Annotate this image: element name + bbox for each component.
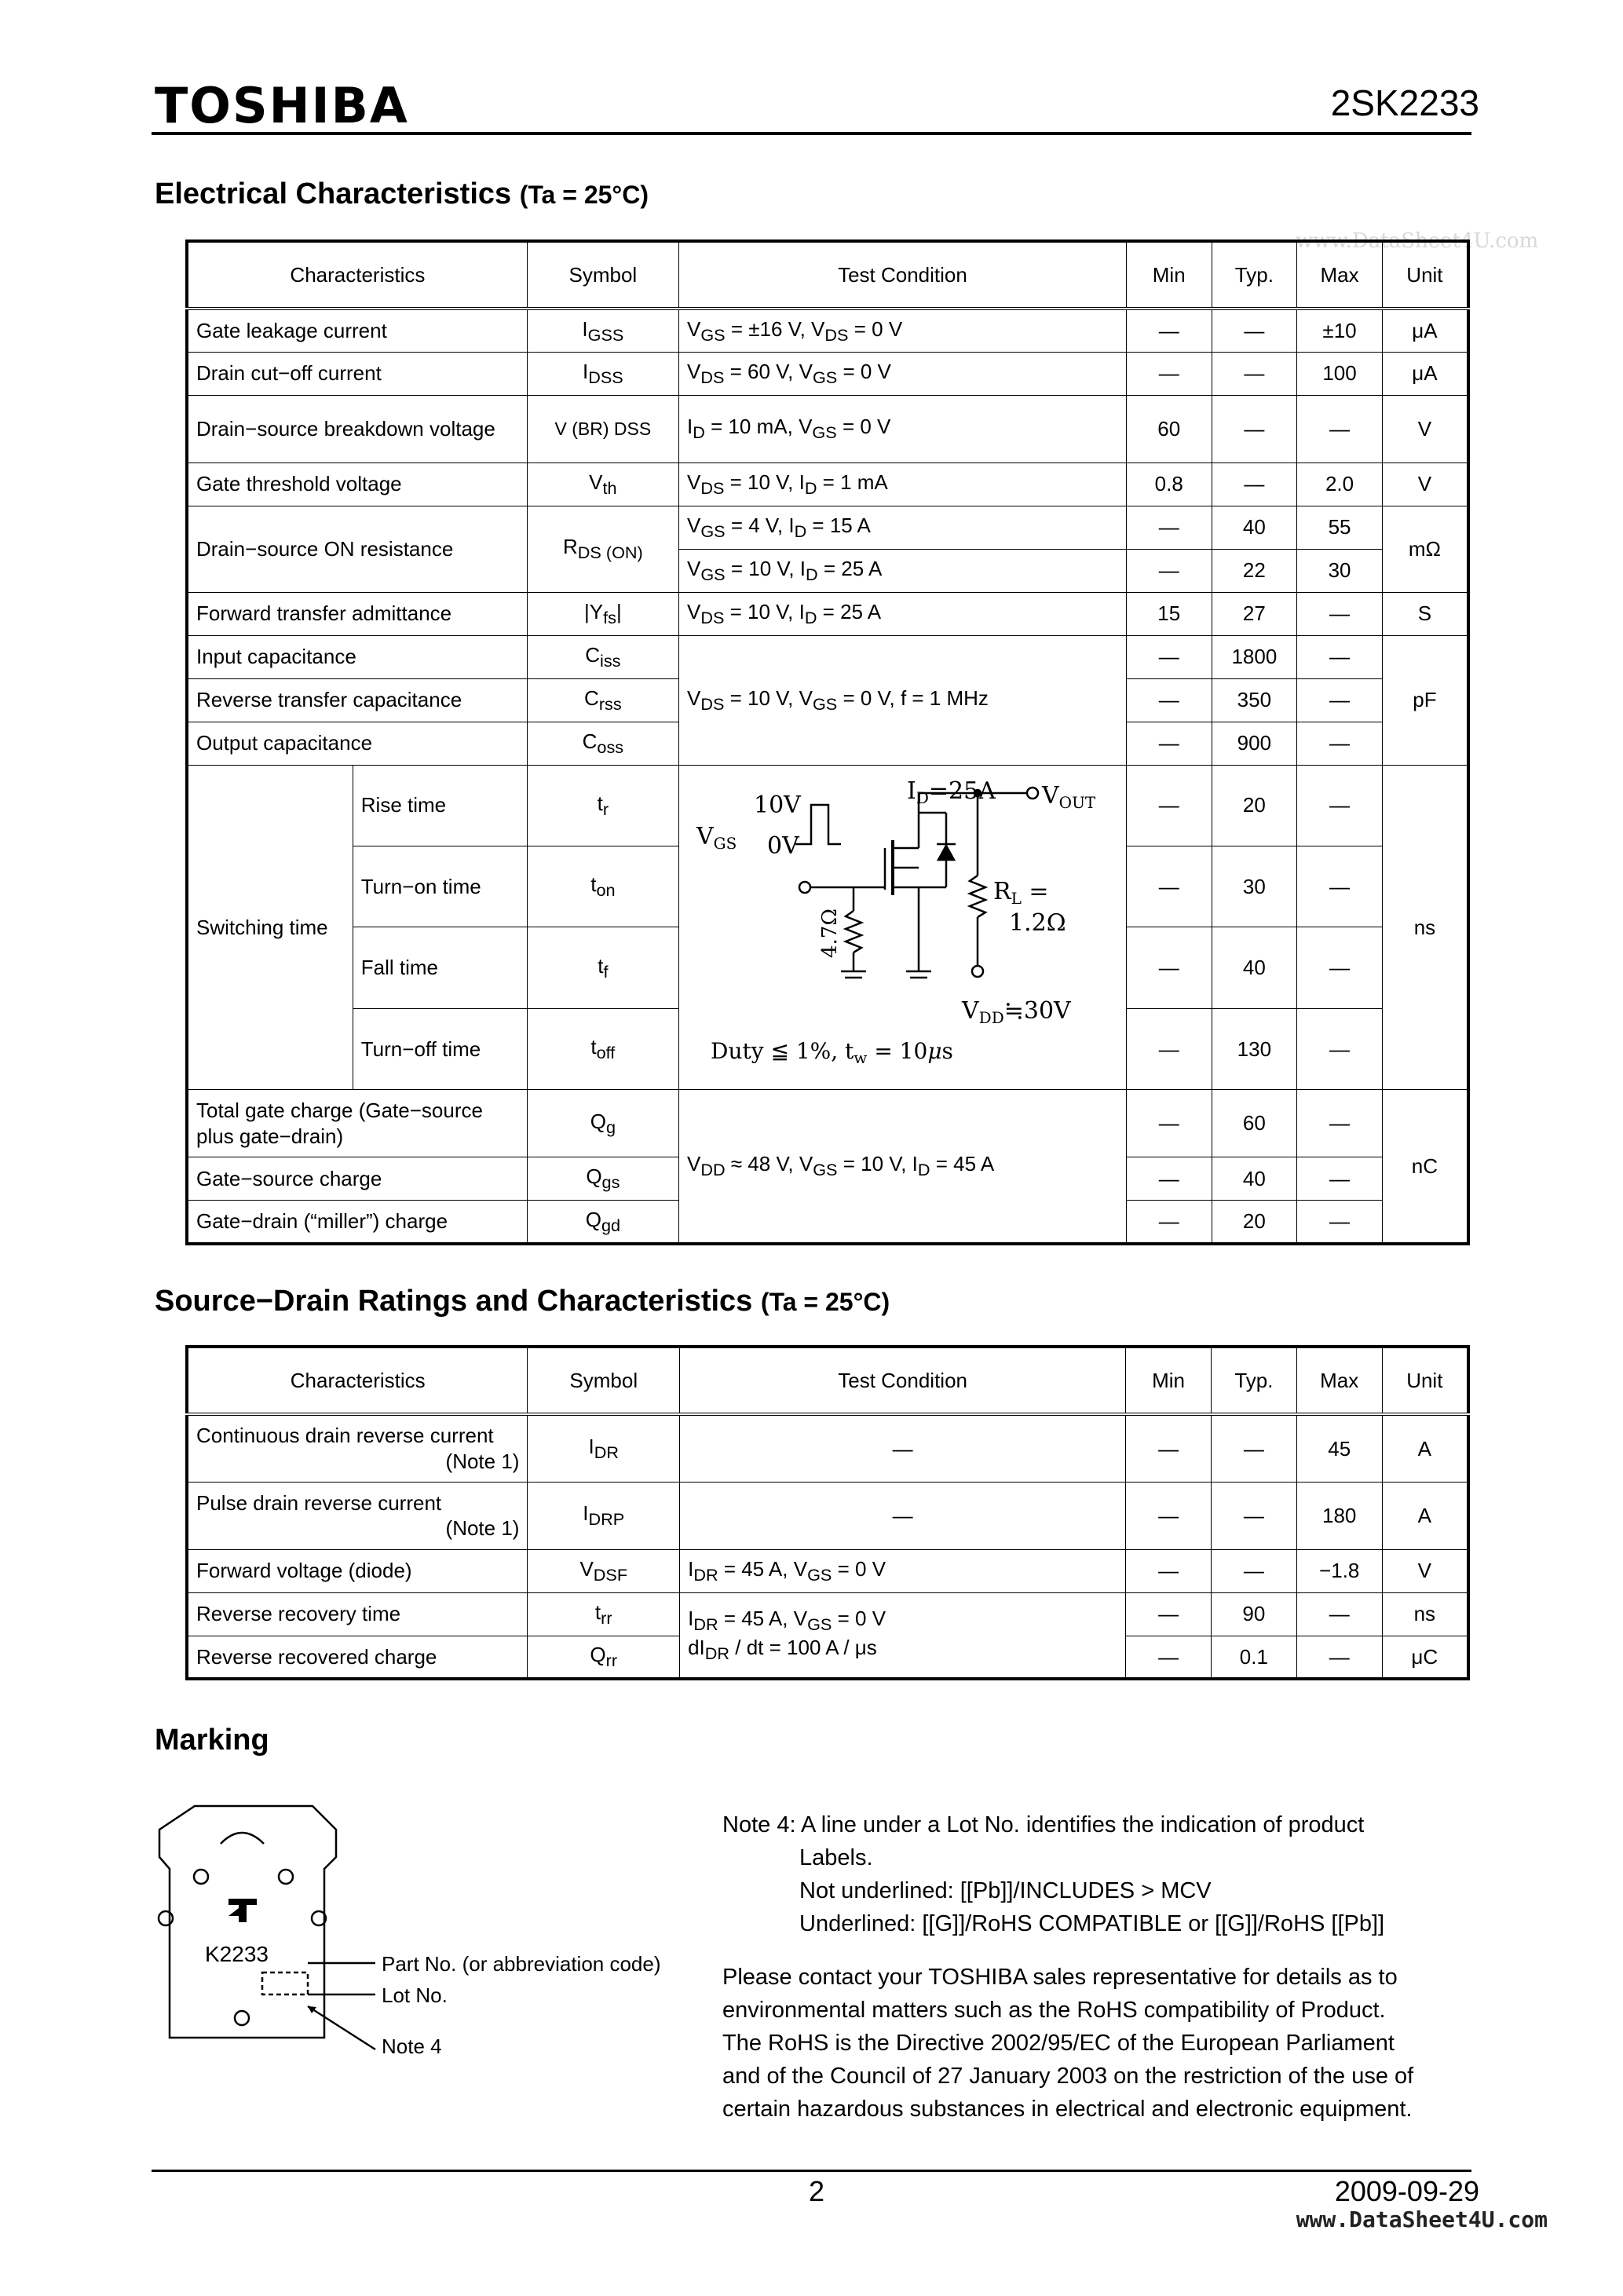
lot-no-label: Lot No. [382, 1983, 448, 2007]
rl-label: $R_L$ = [992, 877, 1049, 908]
typ-cell: 130 [1212, 1008, 1297, 1089]
vout-terminal [1027, 788, 1038, 799]
symbol-cell: $I_{GSS}$ [527, 309, 678, 352]
max-cell: — [1297, 635, 1383, 678]
table-row [187, 635, 1468, 678]
max-cell: — [1296, 1592, 1382, 1636]
symbol-cell: $Q_{gs}$ [527, 1157, 678, 1201]
min-cell: 0.8 [1126, 462, 1212, 506]
switching-group-cell: Switching time [187, 765, 353, 1090]
char-cell: Gate−source charge [187, 1157, 527, 1201]
note4-line: Note 4: A line under a Lot No. identifies the indication of product [722, 1812, 1365, 1837]
min-cell: 15 [1126, 592, 1212, 635]
max-cell: 180 [1296, 1482, 1382, 1549]
hdr-symbol: Symbol [528, 1347, 680, 1414]
electrical-title [155, 177, 649, 211]
table-row [187, 1414, 1468, 1482]
body-diode [938, 846, 954, 860]
symbol-cell: $R_{DS (ON)}$ [527, 506, 678, 592]
test-cell: $V_{DD} \approx 48$ V, $V_{GS} = 10$ V, $I_D = 45$ A [678, 1090, 1126, 1244]
unit-cell: nC [1382, 1090, 1468, 1244]
note4-line: Labels. [799, 1845, 873, 1870]
test-cell: $V_{DS} = 10$ V, $I_D = 25$ A [678, 592, 1126, 635]
min-cell: — [1126, 549, 1212, 592]
min-cell: — [1126, 1549, 1212, 1592]
max-cell: — [1296, 1636, 1382, 1679]
char-cell: Reverse recovery time [187, 1592, 528, 1636]
symbol-cell: $t_{off}$ [527, 1008, 678, 1089]
unit-cell: ns [1382, 1592, 1468, 1636]
char-cell: Drain−source breakdown voltage [187, 395, 527, 462]
min-cell: — [1126, 1414, 1212, 1482]
note4-leader [308, 2006, 375, 2049]
min-cell: — [1126, 1157, 1212, 1201]
char-cell: Input capacitance [187, 635, 527, 678]
hdr-char: Characteristics [187, 241, 527, 309]
hdr-test: Test Condition [680, 1347, 1126, 1414]
hdr-unit: Unit [1382, 1347, 1468, 1414]
typ-cell: — [1212, 395, 1297, 462]
min-cell: — [1126, 1482, 1212, 1549]
min-cell: — [1126, 765, 1212, 846]
table-row [187, 462, 1468, 506]
symbol-cell: V (BR) DSS [527, 395, 678, 462]
typ-cell: — [1211, 1482, 1296, 1549]
min-cell: 60 [1126, 395, 1212, 462]
min-cell: — [1126, 1592, 1212, 1636]
mounting-hole [279, 1870, 293, 1884]
min-cell: — [1126, 722, 1212, 765]
min-cell: — [1126, 1090, 1212, 1157]
symbol-cell: $C_{rss}$ [527, 678, 678, 722]
test-cell: — [680, 1482, 1126, 1549]
switching-circuit-cell [678, 765, 1126, 1090]
min-cell: — [1126, 1201, 1212, 1244]
symbol-cell: $I_{DRP}$ [528, 1482, 680, 1549]
max-cell: ±10 [1297, 309, 1383, 352]
unit-cell: A [1382, 1414, 1468, 1482]
char-cell: Turn−on time [353, 846, 527, 927]
max-cell: — [1297, 765, 1383, 846]
min-cell: — [1126, 309, 1212, 352]
hdr-min: Min [1126, 1347, 1212, 1414]
hdr-unit: Unit [1382, 241, 1468, 309]
electrical-table [185, 239, 1470, 1245]
table-row [187, 1592, 1468, 1636]
unit-cell: μA [1382, 352, 1468, 395]
typ-cell: 60 [1212, 1090, 1297, 1157]
watermark-bottom: www.DataSheet4U.com [1296, 2206, 1548, 2232]
symbol-cell: $V_{DSF}$ [528, 1549, 680, 1592]
gate-terminal [799, 882, 810, 893]
mounting-hole [194, 1870, 208, 1884]
char-cell: Reverse recovered charge [187, 1636, 528, 1679]
char-cell: Continuous drain reverse current (Note 1) [187, 1414, 528, 1482]
max-cell: — [1297, 592, 1383, 635]
note4-line: Not underlined: [[Pb]]/INCLUDES > MCV [799, 1878, 1212, 1903]
typ-cell: 900 [1212, 722, 1297, 765]
char-cell: Fall time [353, 927, 527, 1008]
symbol-cell: $I_{DR}$ [528, 1414, 680, 1482]
max-cell: — [1297, 1090, 1383, 1157]
gate-pulse [795, 805, 841, 844]
gate-resistor [846, 911, 861, 952]
table-row [187, 395, 1468, 462]
note4-line: Underlined: [[G]]/RoHS COMPATIBLE or [[G]]/RoHS [[Pb]] [799, 1911, 1385, 1936]
v0-label: 0V [766, 832, 799, 860]
paragraph-line: environmental matters such as the RoHS compatibility of Product. [722, 1998, 1386, 2023]
min-cell: — [1126, 352, 1212, 395]
id-label: $I_D=25A$ [906, 777, 996, 807]
note4-label: Note 4 [382, 2035, 442, 2058]
char-cell: Gate threshold voltage [187, 462, 527, 506]
part-number: 2SK2233 [1330, 82, 1479, 123]
unit-cell: V [1382, 395, 1468, 462]
unit-cell: pF [1382, 635, 1468, 765]
toshiba-logo: TOSHIBA [155, 77, 409, 134]
char-cell: Output capacitance [187, 722, 527, 765]
min-cell: — [1126, 635, 1212, 678]
typ-cell: 20 [1212, 1201, 1297, 1244]
max-cell: 45 [1296, 1414, 1382, 1482]
hdr-symbol: Symbol [527, 241, 678, 309]
hdr-min: Min [1126, 241, 1212, 309]
unit-cell: V [1382, 1549, 1468, 1592]
marking-title: Marking [155, 1724, 269, 1757]
test-cell: $V_{DS} = 10$ V, $I_D = 1$ mA [678, 462, 1126, 506]
char-cell: Forward voltage (diode) [187, 1549, 528, 1592]
max-cell: — [1297, 846, 1383, 927]
typ-cell: — [1211, 1414, 1296, 1482]
vdd-label: $V_{DD}≒30V$ [961, 996, 1071, 1027]
rg-label: 4.7Ω [817, 908, 842, 958]
table-row [187, 352, 1468, 395]
table-row [187, 1482, 1468, 1549]
min-cell: — [1126, 678, 1212, 722]
min-cell: — [1126, 1008, 1212, 1089]
vdd-terminal [972, 966, 983, 977]
max-cell: 100 [1297, 352, 1383, 395]
typ-cell: — [1212, 352, 1297, 395]
max-cell: — [1297, 678, 1383, 722]
mounting-hole [235, 2011, 249, 2025]
unit-cell: S [1382, 592, 1468, 635]
char-cell: Total gate charge (Gate−source plus gate−drain) [187, 1090, 527, 1157]
mounting-hole [159, 1911, 173, 1925]
symbol-cell: $t_r$ [527, 765, 678, 846]
table-row [187, 506, 1468, 549]
hdr-max: Max [1297, 241, 1383, 309]
unit-cell: μC [1382, 1636, 1468, 1679]
symbol-cell: $I_{DSS}$ [527, 352, 678, 395]
note4-text [722, 1808, 1384, 1940]
typ-cell: 1800 [1212, 635, 1297, 678]
table-row [187, 592, 1468, 635]
paragraph-line: and of the Council of 27 January 2003 on the restriction of the use of [722, 2064, 1414, 2089]
hdr-typ: Typ. [1212, 241, 1297, 309]
test-cell: $V_{DS} = 60$ V, $V_{GS} = 0$ V [678, 352, 1126, 395]
typ-cell: — [1212, 462, 1297, 506]
symbol-cell: $C_{oss}$ [527, 722, 678, 765]
part-no-label: Part No. (or abbreviation code) [382, 1952, 661, 1976]
symbol-cell: $|Y_{fs}|$ [527, 592, 678, 635]
watermark-top: www.DataSheet4U.com [1296, 229, 1539, 253]
typ-cell: 30 [1212, 846, 1297, 927]
v10-label: 10V [753, 791, 801, 819]
max-cell: — [1297, 1157, 1383, 1201]
char-cell: Rise time [353, 765, 527, 846]
test-cell: $I_D = 10$ mA, $V_{GS} = 0$ V [678, 395, 1126, 462]
rohs-paragraph [722, 1961, 1413, 2126]
char-cell: Gate−drain (“miller”) charge [187, 1201, 527, 1244]
package-marking-diagram [154, 1798, 704, 2065]
test-cell: $I_{DR} = 45$ A, $V_{GS} = 0$ V $dI_{DR}$ / dt = 100 A / μs [680, 1592, 1126, 1679]
table-row [187, 1090, 1468, 1157]
hdr-test: Test Condition [678, 241, 1126, 309]
typ-cell: 22 [1212, 549, 1297, 592]
table-row [187, 309, 1468, 352]
page-number: 2 [809, 2175, 825, 2207]
test-cell: $V_{GS} = 4$ V, $I_D = 15$ A [678, 506, 1126, 549]
typ-cell: 90 [1211, 1592, 1296, 1636]
min-cell: — [1126, 1636, 1212, 1679]
rl-value: 1.2Ω [1008, 909, 1066, 937]
symbol-cell: $t_{rr}$ [528, 1592, 680, 1636]
max-cell: −1.8 [1296, 1549, 1382, 1592]
table-header-row [187, 1347, 1468, 1414]
typ-cell: — [1212, 309, 1297, 352]
hdr-typ: Typ. [1211, 1347, 1296, 1414]
symbol-cell: $V_{th}$ [527, 462, 678, 506]
test-cell: — [680, 1414, 1126, 1482]
unit-cell: V [1382, 462, 1468, 506]
symbol-cell: $Q_{gd}$ [527, 1201, 678, 1244]
source-drain-title-text: Source−Drain Ratings and Characteristics [155, 1285, 753, 1318]
footer-date: 2009-09-29 [1334, 2175, 1479, 2207]
symbol-cell: $t_f$ [527, 927, 678, 1008]
paragraph-line: The RoHS is the Directive 2002/95/EC of the European Parliament [722, 2031, 1395, 2056]
test-cell: $I_{DR} = 45$ A, $V_{GS} = 0$ V [680, 1549, 1126, 1592]
package-part-text: K2233 [205, 1942, 269, 1966]
char-cell: Gate leakage current [187, 309, 527, 352]
hdr-max: Max [1296, 1347, 1382, 1414]
symbol-cell: $C_{iss}$ [527, 635, 678, 678]
table-header-row [187, 241, 1468, 309]
source-drain-title [155, 1285, 890, 1318]
symbol-cell: $Q_{rr}$ [528, 1636, 680, 1679]
min-cell: — [1126, 506, 1212, 549]
char-cell: Forward transfer admittance [187, 592, 527, 635]
max-cell: — [1297, 395, 1383, 462]
min-cell: — [1126, 846, 1212, 927]
char-cell: Drain−source ON resistance [187, 506, 527, 592]
symbol-cell: $t_{on}$ [527, 846, 678, 927]
typ-cell: 20 [1212, 765, 1297, 846]
unit-cell: ns [1382, 765, 1468, 1090]
switching-test-circuit [679, 766, 1124, 1084]
max-cell: — [1297, 1201, 1383, 1244]
duty-label: Duty ≦ 1%, $t_w = 10\mu s$ [710, 1037, 953, 1067]
symbol-cell: $Q_g$ [527, 1090, 678, 1157]
test-cell: $V_{GS} = \pm 16$ V, $V_{DS} = 0$ V [678, 309, 1126, 352]
table-row [187, 765, 1468, 846]
typ-cell: 350 [1212, 678, 1297, 722]
char-cell: Reverse transfer capacitance [187, 678, 527, 722]
max-cell: 2.0 [1297, 462, 1383, 506]
load-resistor [970, 876, 985, 917]
typ-cell: 40 [1212, 1157, 1297, 1201]
package-arc [221, 1833, 264, 1844]
max-cell: — [1297, 1008, 1383, 1089]
footer-rule [152, 2170, 1471, 2172]
electrical-title-text: Electrical Characteristics [155, 177, 512, 210]
electrical-title-cond: (Ta = 25°C) [519, 181, 649, 209]
unit-cell: A [1382, 1482, 1468, 1549]
source-drain-table [185, 1345, 1470, 1680]
package-outline [159, 1806, 336, 2038]
typ-cell: 40 [1212, 927, 1297, 1008]
typ-cell: 0.1 [1211, 1636, 1296, 1679]
hdr-char: Characteristics [187, 1347, 528, 1414]
toshiba-mark-icon [228, 1899, 257, 1922]
paragraph-line: Please contact your TOSHIBA sales representative for details as to [722, 1965, 1398, 1990]
max-cell: — [1297, 722, 1383, 765]
vgs-label: $V_{GS}$ [696, 822, 737, 853]
max-cell: — [1297, 927, 1383, 1008]
char-cell: Drain cut−off current [187, 352, 527, 395]
min-cell: — [1126, 927, 1212, 1008]
vout-label: $V_{OUT}$ [1041, 781, 1096, 812]
char-cell: Pulse drain reverse current (Note 1) [187, 1482, 528, 1549]
typ-cell: 40 [1212, 506, 1297, 549]
header-rule [152, 132, 1471, 135]
typ-cell: — [1211, 1549, 1296, 1592]
typ-cell: 27 [1212, 592, 1297, 635]
unit-cell: mΩ [1382, 506, 1468, 592]
test-cell: $V_{GS} = 10$ V, $I_D = 25$ A [678, 549, 1126, 592]
lot-no-box [262, 1972, 308, 1994]
unit-cell: μA [1382, 309, 1468, 352]
char-cell: Turn−off time [353, 1008, 527, 1089]
max-cell: 55 [1297, 506, 1383, 549]
max-cell: 30 [1297, 549, 1383, 592]
table-row [187, 1549, 1468, 1592]
test-cell: $V_{DS} = 10$ V, $V_{GS} = 0$ V, f = 1 MHz [678, 635, 1126, 765]
paragraph-line: certain hazardous substances in electrical and electronic equipment. [722, 2097, 1413, 2122]
source-drain-title-cond: (Ta = 25°C) [760, 1288, 890, 1316]
